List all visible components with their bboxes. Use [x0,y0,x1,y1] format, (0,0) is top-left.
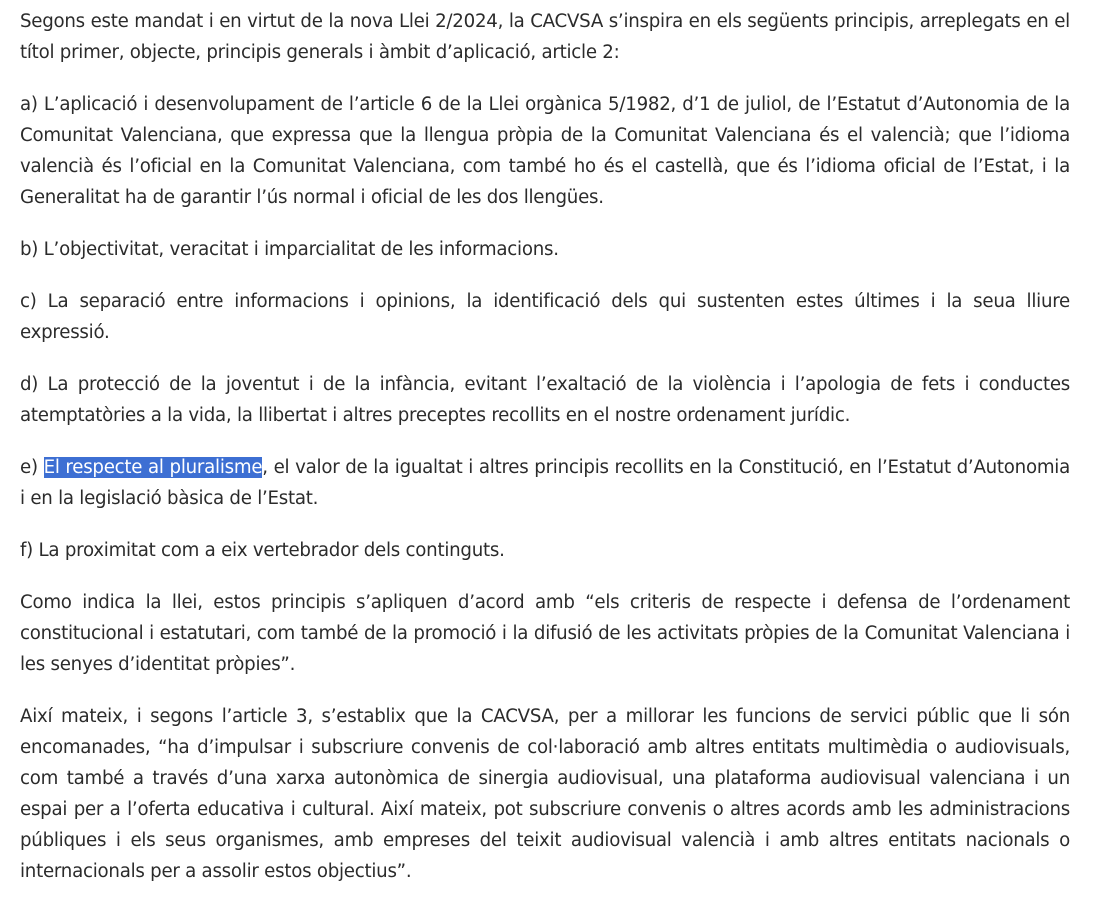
article-3-paragraph: Així mateix, i segons l’article 3, s’establix que la CACVSA, per a millorar les funcions de servici públic que li són encomanades, “ha d’impulsar i subscriure convenis de col·laboració amb altres entitats multimèdia o audiovisuals, com també a través d’una xarxa autonòmica de sinergia audiovisual, una plataforma audiovisual valenciana i un espai per a l’oferta educativa i cultural. Així mateix, pot subscriure convenis o altres acords amb les administracions públiques i els seus organismes, amb empreses del teixit audiovisual valencià i amb altres entitats nacionals o internacionals per a assolir estos objectius”. [20,706,1070,882]
principle-a-paragraph: a) L’aplicació i desenvolupament de l’article 6 de la Llei orgànica 5/1982, d’1 de juliol, de l’Estatut d’Autonomia de la Comunitat Valenciana, que expressa que la llengua pròpia de la Comunitat Valenciana és el valencià; que l’idioma valencià és l’oficial en la Comunitat Valenciana, com també ho és el castellà, que és l’idioma oficial de l’Estat, i la Generalitat ha de garantir l’ús normal i oficial de les dos llengües. [20,94,1070,208]
law-citation-paragraph: Como indica la llei, estos principis s’apliquen d’acord amb “els criteris de respecte i defensa de l’ordenament constitucional i estatutari, com també de la promoció i la difusió de les activitats pròpies de la Comunitat Valenciana i les senyes d’identitat pròpies”. [20,592,1070,675]
principle-d-paragraph: d) La protecció de la joventut i de la infància, evitant l’exaltació de la violència i l’apologia de fets i conductes atemptatòries a la vida, la llibertat i altres preceptes recollits en el nostre ordenament jurídic. [20,374,1070,426]
principle-b-paragraph: b) L’objectivitat, veracitat i imparcialitat de les informacions. [20,239,559,260]
article-body [20,6,1070,887]
principle-e-rest: , el valor de la igualtat i altres principis recollits en la Constitució, en l’Estatut d’Autonomia i en la legislació bàsica de l’Estat. [20,457,1070,509]
principle-c-paragraph: c) La separació entre informacions i opinions, la identificació dels qui sustenten estes últimes i la seua lliure expressió. [20,291,1070,343]
principle-e-paragraph [20,452,1070,514]
intro-paragraph: Segons este mandat i en virtut de la nova Llei 2/2024, la CACVSA s’inspira en els següents principis, arreplegats en el títol primer, objecte, principis generals i àmbit d’aplicació, article 2: [20,11,1070,63]
principle-f-paragraph: f) La proximitat com a eix vertebrador dels continguts. [20,540,505,561]
selected-text-highlight[interactable]: El respecte al pluralisme [43,457,263,478]
principle-e-prefix: e) [20,457,44,478]
